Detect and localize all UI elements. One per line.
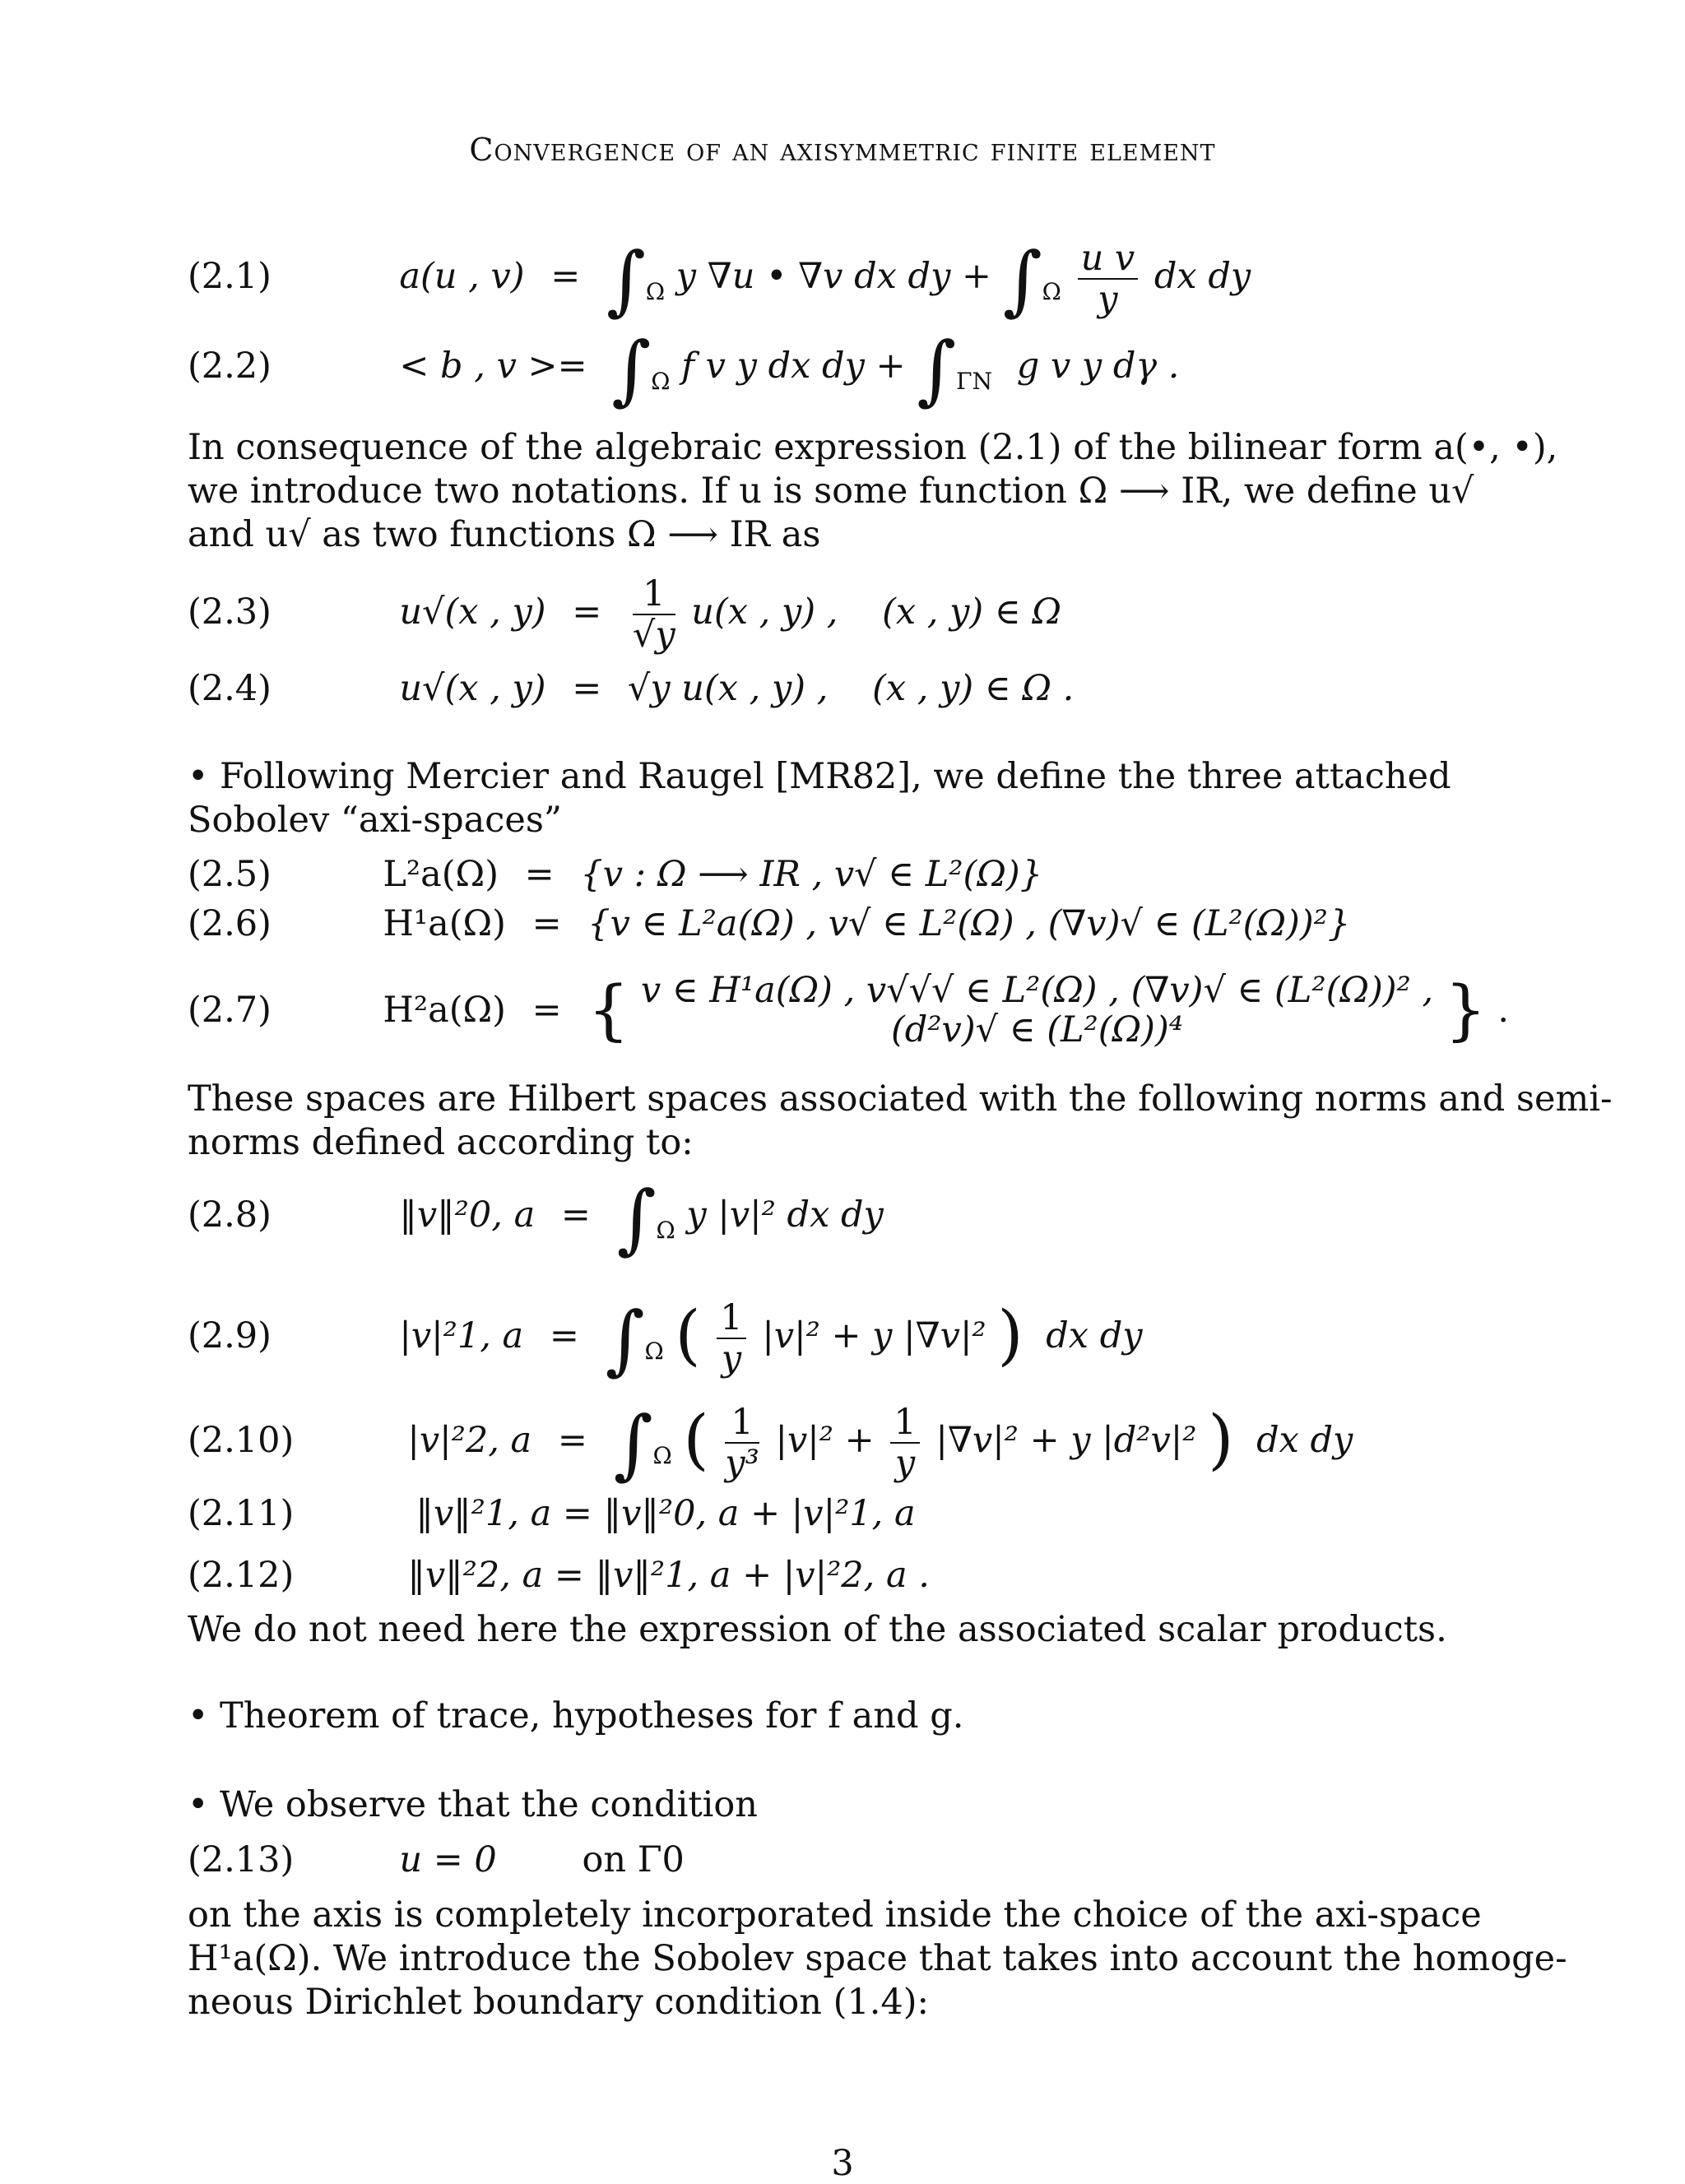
integral-sign: ∫ (606, 236, 646, 324)
equation-2-10: (2.10) |v|²2, $a = \int_\Omega$ ( $\frac{1}{\text{y³}}$ |v|² + $\frac{1}{y}$ |∇v|² + y |d²v|² ) dx dy (188, 1400, 1353, 1488)
rhs: {v : Ω ⟶ IR , v√ ∈ L²(Ω)} (580, 854, 1043, 895)
equation-2-12 (188, 1555, 930, 1596)
equals: = (572, 591, 602, 633)
equation-2-2: (2.2) < b , $v >= \int_\Omega$ f v y dx dy + $\int_{\Gamma N}$ g v y dγ . (188, 326, 1180, 414)
equation-body: ‖v‖²1, a = ‖v‖²0, a + |v|²1, a (415, 1493, 916, 1534)
paragraph-line: neous Dirichlet boundary condition (1.4): (188, 1982, 930, 2023)
integral-sign: ∫ (917, 326, 957, 414)
rhs: {v ∈ L²a(Ω) , v√ ∈ L²(Ω) , (∇v)√ ∈ (L²(Ω))²} (587, 903, 1351, 944)
rhs: u(x , y) , (691, 591, 838, 633)
equation-2-1: (2.1) a(u , $v) = \int_\Omega$ y ∇u • ∇v dx dy + $\int_\Omega$ $\frac{\text{u v}}{y}$ dx dy (188, 236, 1251, 324)
equation-label: (2.11) (188, 1493, 295, 1534)
equals: = (550, 256, 581, 297)
integrand: y ∇u • ∇v dx dy + (675, 256, 992, 297)
bullet-line: • We observe that the condition (188, 1784, 758, 1825)
equals: = (549, 1315, 579, 1356)
equation-label: (2.7) (188, 990, 272, 1031)
equals: = (560, 1194, 591, 1236)
equals: = (531, 903, 562, 944)
paragraph-line: norms defined according to: (188, 1122, 694, 1163)
right-brace: } (1444, 971, 1487, 1048)
tail: dx dy (1046, 1315, 1143, 1356)
domain: (x , y) ∈ Ω . (872, 668, 1075, 709)
equals: = (557, 1420, 587, 1461)
left-paren: ( (675, 1296, 701, 1373)
lhs: H²a(Ω) (383, 990, 506, 1031)
lhs: |v|²2, a (407, 1420, 532, 1461)
paragraph-line: Sobolev “axi-spaces” (188, 800, 562, 841)
fraction: $\frac{1}{y}$ (717, 1298, 745, 1379)
equation-2-9: (2.9) |v|²1, $a = \int_\Omega$ ( $\frac{1}{y}$ |v|² + y |∇v|² ) dx dy (188, 1296, 1143, 1384)
equation-label: (2.1) (188, 256, 272, 297)
paragraph-line: we introduce two notations. If u is some function Ω ⟶ IR, we define u√ (188, 471, 1474, 512)
equation-label: (2.13) (188, 1839, 295, 1880)
paragraph-line: We do not need here the expression of the associated scalar products. (188, 1609, 1447, 1650)
equation-2-7: (2.7) H²a(Ω) = { v ∈ H¹a(Ω) , v√√√ ∈ L²(Ω) , (∇v)√ ∈ (L²(Ω))² , (d²v)√ ∈ (L²(Ω))⁴ } . (188, 970, 1510, 1050)
equation-label: (2.2) (188, 345, 272, 387)
middle-term: |v|² + (775, 1420, 875, 1461)
paragraph-line: In consequence of the algebraic expression (2.1) of the bilinear form a(•, •), (188, 427, 1558, 468)
equation-label: (2.4) (188, 668, 272, 709)
integral-sign: ∫ (1002, 236, 1042, 324)
left-brace: { (587, 971, 630, 1048)
equation-label: (2.10) (188, 1420, 295, 1461)
rhs: y |v|² dx dy (686, 1194, 884, 1236)
integrand: f v y dx dy + (681, 345, 906, 387)
integrand: g v y dγ . (1016, 345, 1180, 387)
equation-body: ‖v‖²2, a = ‖v‖²1, a + |v|²2, a . (407, 1555, 930, 1596)
equation-label: (2.5) (188, 854, 272, 895)
lhs: ‖v‖²0, a (399, 1194, 536, 1236)
fraction: $\frac{\text{u v}}{y}$ (1078, 239, 1139, 319)
rhs: √y u(x , y) , (627, 668, 829, 709)
equation-label: (2.6) (188, 903, 272, 944)
equation-2-3 (188, 574, 1061, 655)
lhs: < b , v >= (399, 345, 587, 387)
equation-2-11 (188, 1493, 916, 1534)
paragraph-line: H¹a(Ω). We introduce the Sobolev space that takes into account the homoge- (188, 1938, 1567, 1979)
lhs: u = 0 (399, 1839, 497, 1880)
fraction: $\frac{1}{\text{y³}}$ (725, 1402, 759, 1484)
equation-label: (2.9) (188, 1315, 272, 1356)
domain: (x , y) ∈ Ω (882, 591, 1062, 633)
bullet-line: • Theorem of trace, hypotheses for f and g. (188, 1695, 964, 1737)
brace-content: v ∈ H¹a(Ω) , v√√√ ∈ L²(Ω) , (∇v)√ ∈ (L²(Ω))² , (d²v)√ ∈ (L²(Ω))⁴ (640, 970, 1434, 1050)
lhs: H¹a(Ω) (383, 903, 506, 944)
equation-2-8: (2.8) ‖v‖²0, $a = \int_\Omega$ y |v|² dx dy (188, 1175, 884, 1263)
integral-sign: ∫ (605, 1296, 645, 1384)
paragraph-line: on the axis is completely incorporated inside the choice of the axi-space (188, 1894, 1482, 1936)
left-paren: ( (683, 1401, 709, 1477)
paragraph-line: • Following Mercier and Raugel [MR82], we define the three attached (188, 756, 1451, 797)
fraction: $\frac{1}{√y}$ (632, 573, 675, 656)
equals: = (572, 668, 602, 709)
rhs: |v|² + y |∇v|² (762, 1315, 986, 1356)
equation-label: (2.8) (188, 1194, 272, 1236)
equation-2-4 (188, 668, 1074, 709)
integral-sign: ∫ (613, 1400, 653, 1488)
rhs: |∇v|² + y |d²v|² (935, 1420, 1197, 1461)
page-number: 3 (831, 2143, 854, 2184)
lhs: u√(x , y) (399, 668, 546, 709)
tail: dx dy (1256, 1420, 1353, 1461)
equation-2-13 (188, 1839, 685, 1880)
right-paren: ) (1208, 1401, 1234, 1477)
right-paren: ) (997, 1296, 1024, 1373)
equation-label: (2.3) (188, 591, 272, 633)
equation-2-6 (188, 903, 1350, 944)
paragraph-line: These spaces are Hilbert spaces associated with the following norms and semi- (188, 1078, 1613, 1120)
fraction: $\frac{1}{y}$ (890, 1403, 919, 1483)
integral-sign: ∫ (616, 1175, 657, 1263)
running-title: Convergence of an axisymmetric finite element (469, 132, 1216, 168)
lhs: a(u , v) (399, 256, 525, 297)
integral-sign: ∫ (611, 326, 652, 414)
equals: = (524, 854, 555, 895)
lhs: L²a(Ω) (383, 854, 499, 895)
equation-2-5 (188, 854, 1042, 895)
lhs: |v|²1, a (399, 1315, 524, 1356)
equals: = (531, 990, 562, 1031)
paragraph-line: and u√ as two functions Ω ⟶ IR as (188, 514, 821, 555)
tail: dx dy (1154, 256, 1251, 297)
equation-label: (2.12) (188, 1555, 295, 1596)
rhs: on Γ0 (582, 1839, 685, 1880)
lhs: u√(x , y) (399, 591, 546, 633)
